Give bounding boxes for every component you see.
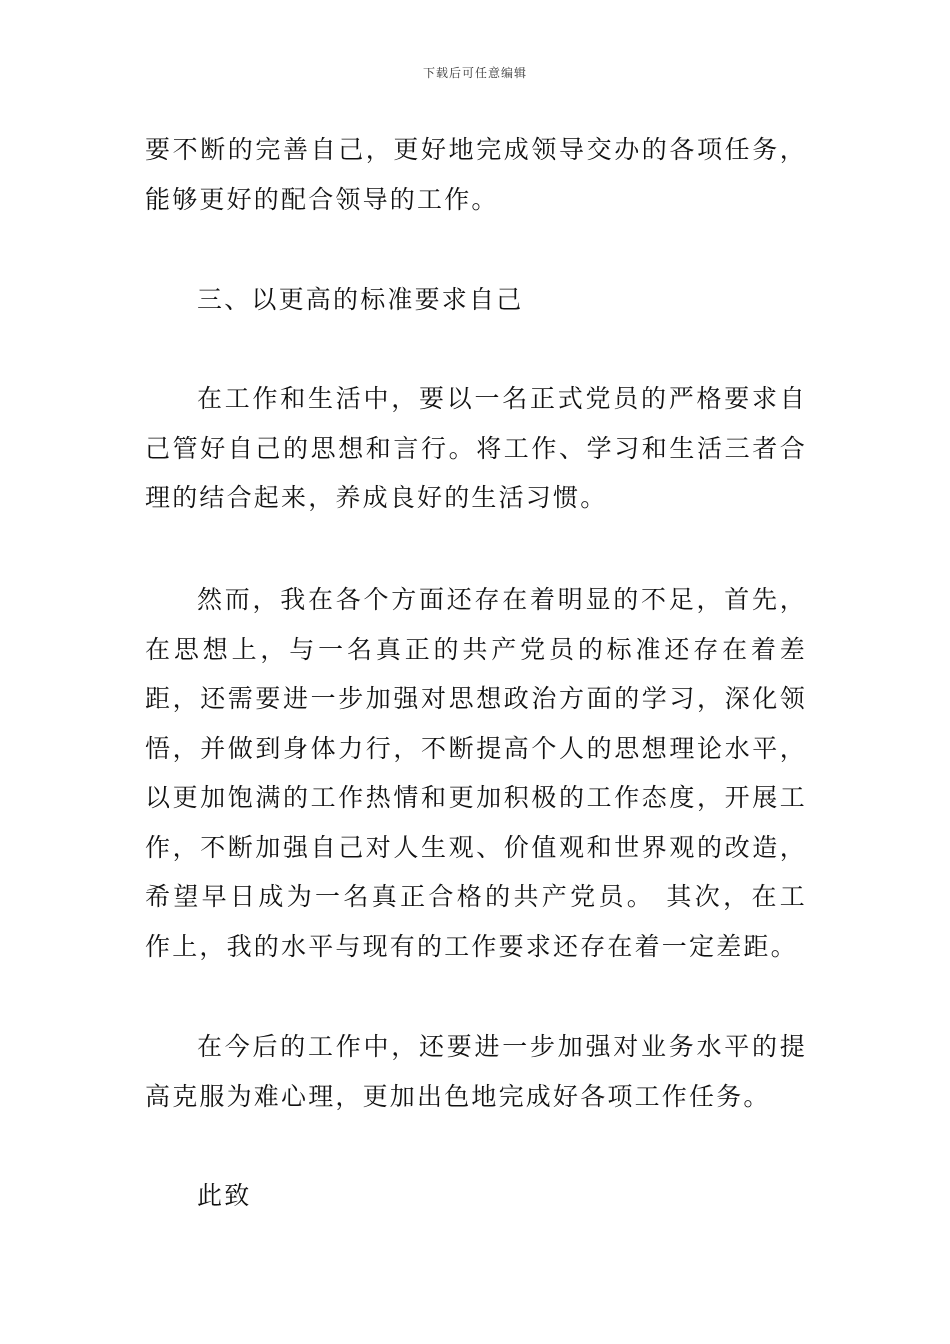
page-header: 下载后可任意编辑 — [422, 66, 527, 80]
closing-salutation: 此致 — [197, 1181, 252, 1210]
paragraph-continuation: 要不断的完善自己，更好地完成领导交办的各项任务，能够更好的配合领导的工作。 — [145, 135, 807, 214]
section-heading: 三、以更高的标准要求自己 — [197, 285, 524, 314]
paragraph-shortcomings: 然而，我在各个方面还存在着明显的不足，首先，在思想上，与一名真正的共产党员的标准还存在着差距，还需要进一步加强对思想政治方面的学习，深化领悟，并做到身体力行，不断提高个人的思想理论水平，以更加饱满的工作热情和更加积极的工作态度，开展工作，不断加强自己对人生观、价值观和世界观的改造，希望早日成为一名真正合格的共产党员。 其次，在工作上，我的水平与现有的工作要求还存在着一定差距。 — [145, 585, 807, 961]
paragraph-standards: 在工作和生活中，要以一名正式党员的严格要求自己管好自己的思想和言行。将工作、学习和生活三者合理的结合起来，养成良好的生活习惯。 — [145, 384, 807, 512]
paragraph-future-work: 在今后的工作中，还要进一步加强对业务水平的提高克服为难心理，更加出色地完成好各项工作任务。 — [145, 1032, 807, 1111]
